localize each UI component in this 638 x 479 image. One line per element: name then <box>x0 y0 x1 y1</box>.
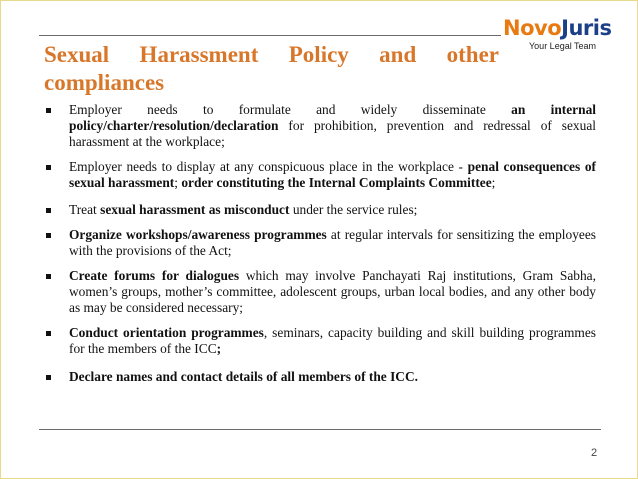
bullet-bold-text: sexual harassment as misconduct <box>100 202 290 217</box>
bullet-item <box>45 202 596 218</box>
bullet-text: ; <box>174 175 182 190</box>
bullet-item <box>45 102 596 150</box>
bullet-text: , seminars, capacity building and skill building programmes for the members of the ICC <box>69 325 596 356</box>
bullet-list <box>45 102 596 394</box>
novojuris-logo <box>503 17 613 57</box>
bullet-item <box>45 227 596 259</box>
bullet-text: at regular intervals for sensitizing the employees with the provisions of the Act; <box>69 227 596 258</box>
bullet-text: Employer needs to formulate and widely disseminate <box>69 102 512 117</box>
bullet-bold-text: Organize workshops/awareness programmes <box>69 227 327 242</box>
bottom-divider <box>39 429 601 430</box>
bullet-text: Employer needs to display at any conspicuous place in the workplace - <box>69 159 468 174</box>
bullet-text: Treat <box>69 202 101 217</box>
logo-wordmark <box>503 17 613 39</box>
bullet-text: ; <box>491 175 496 190</box>
bullet-bold-text: Create forums for dialogues <box>69 268 240 283</box>
logo-word-juris: Juris <box>561 16 612 40</box>
bullet-bold-text: an internal policy/charter/resolution/declaration <box>69 102 596 133</box>
page-number: 2 <box>591 447 598 459</box>
slide-title: Sexual Harassment Policy and other compliances <box>44 42 499 95</box>
bullet-bold-text: Declare names and contact details of all members of the ICC. <box>69 369 418 384</box>
bullet-item <box>45 325 596 357</box>
bullet-bold-text: Conduct orientation programmes <box>69 325 264 340</box>
logo-word-novo: Novo <box>503 16 562 40</box>
top-divider <box>39 35 501 36</box>
logo-tagline: Your Legal Team <box>529 41 597 51</box>
bullet-item <box>45 369 596 385</box>
bullet-bold-text: order constituting the Internal Complaints Committee <box>181 175 492 190</box>
bullet-text: under the service rules; <box>289 202 418 217</box>
bullet-bold-text: penal consequences of sexual harassment <box>69 159 596 190</box>
bullet-bold-text: ; <box>216 341 222 356</box>
bullet-item <box>45 159 596 191</box>
bullet-item <box>45 268 596 316</box>
bullet-text: for prohibition, prevention and redressal of sexual harassment at the workplace; <box>69 118 596 149</box>
bullet-text: which may involve Panchayati Raj institutions, Gram Sabha, women’s groups, mother’s committee, adolescent groups, urban local bodies, and any other body as may be considered necessary; <box>69 268 596 315</box>
